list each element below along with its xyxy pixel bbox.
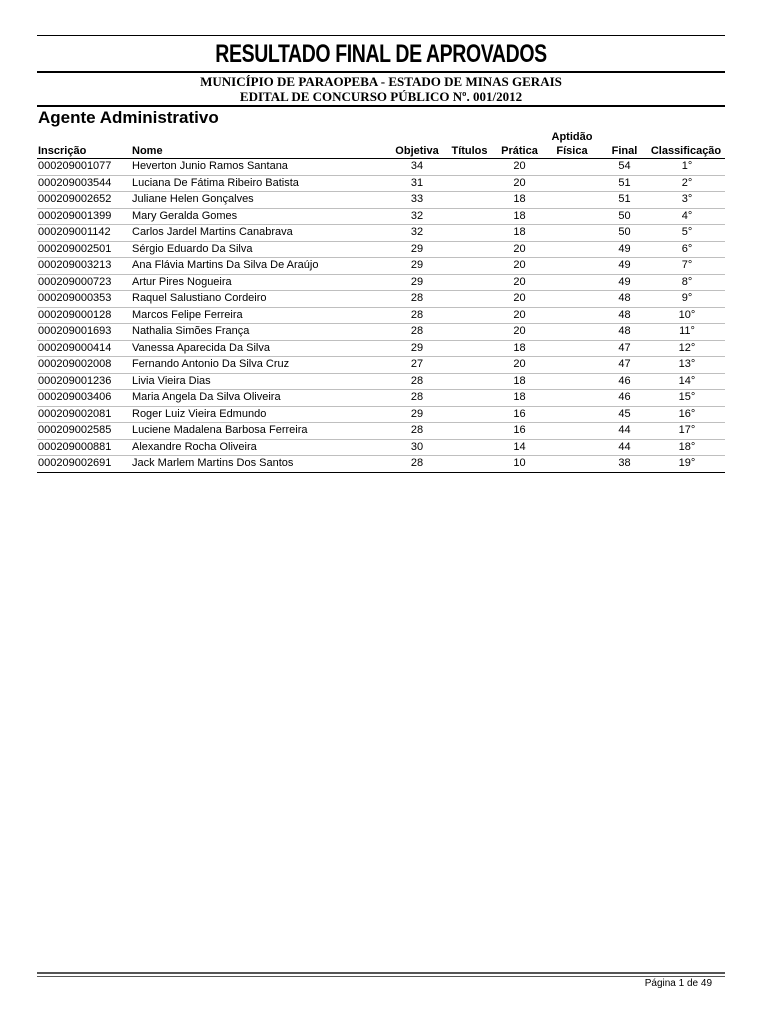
cell-classificacao: 18° [678, 440, 696, 453]
table-row [37, 159, 725, 176]
cell-pratica: 18 [513, 193, 526, 205]
cell-final: 47 [618, 358, 631, 370]
cell-classificacao: 15° [678, 391, 696, 403]
cell-nome: Nathalia Simões França [132, 325, 250, 337]
table-row [37, 456, 725, 473]
subtitle-rule [37, 105, 725, 107]
section-title: Agente Administrativo [38, 108, 219, 127]
cell-objetiva: 28 [410, 292, 424, 304]
cell-nome: Fernando Antonio Da Silva Cruz [132, 358, 290, 370]
cell-nome: Mary Geralda Gomes [132, 209, 238, 222]
cell-classificacao: 13° [678, 358, 696, 370]
cell-pratica: 18 [513, 341, 526, 354]
cell-pratica: 10 [513, 457, 526, 469]
cell-objetiva: 28 [410, 391, 424, 403]
table-row [37, 225, 725, 242]
cell-nome: Marcos Felipe Ferreira [132, 308, 243, 321]
table-row [37, 275, 725, 292]
header-pratica: Prática [501, 145, 538, 157]
cell-objetiva: 28 [410, 325, 424, 337]
cell-nome: Carlos Jardel Martins Canabrava [132, 226, 293, 238]
header-aptidao-line1: Aptidão [551, 131, 593, 143]
subtitle-edital: EDITAL DE CONCURSO PÚBLICO Nº. 001/2012 [239, 89, 523, 104]
cell-nome: Jack Marlem Martins Dos Santos [132, 457, 294, 469]
cell-pratica: 18 [513, 209, 526, 222]
cell-classificacao: 17° [678, 424, 696, 436]
cell-final: 49 [618, 259, 631, 271]
header-objetiva: Objetiva [395, 145, 439, 157]
cell-final: 54 [618, 160, 631, 172]
cell-pratica: 18 [513, 374, 526, 387]
cell-final: 49 [618, 242, 631, 255]
cell-classificacao: 1° [681, 160, 693, 172]
cell-final: 50 [618, 226, 631, 238]
cell-objetiva: 28 [410, 374, 424, 387]
cell-pratica: 20 [513, 160, 526, 172]
cell-inscricao: 000209003406 [38, 391, 112, 403]
cell-objetiva: 27 [410, 358, 424, 370]
table-row [37, 407, 725, 424]
header-titulos: Títulos [451, 145, 488, 157]
cell-classificacao: 5° [681, 226, 693, 238]
cell-objetiva: 32 [410, 209, 424, 222]
cell-nome: Livia Vieira Dias [132, 374, 211, 387]
cell-pratica: 20 [513, 275, 526, 288]
cell-classificacao: 9° [681, 292, 693, 304]
table-row [37, 258, 725, 275]
cell-inscricao: 000209001236 [38, 374, 112, 387]
cell-pratica: 20 [513, 259, 526, 271]
cell-nome: Maria Angela Da Silva Oliveira [132, 391, 281, 403]
cell-inscricao: 000209002585 [38, 424, 112, 436]
cell-inscricao: 000209000414 [38, 341, 112, 354]
cell-final: 45 [618, 407, 631, 420]
table-row [37, 176, 725, 193]
cell-inscricao: 000209002691 [38, 457, 112, 469]
cell-inscricao: 000209002081 [38, 407, 112, 420]
cell-objetiva: 28 [410, 424, 424, 436]
cell-classificacao: 14° [678, 374, 696, 387]
cell-objetiva: 34 [410, 160, 424, 172]
cell-objetiva: 28 [410, 308, 424, 321]
cell-objetiva: 29 [410, 341, 424, 354]
cell-final: 51 [618, 193, 631, 205]
cell-inscricao: 000209002652 [38, 193, 112, 205]
cell-nome: Juliane Helen Gonçalves [132, 193, 254, 205]
top-rule [37, 35, 725, 36]
table-row [37, 374, 725, 391]
cell-objetiva: 29 [410, 407, 424, 420]
cell-final: 49 [618, 275, 631, 288]
page-title: RESULTADO FINAL DE APROVADOS [215, 40, 547, 68]
results-table [37, 159, 725, 473]
cell-final: 38 [618, 457, 631, 469]
cell-objetiva: 28 [410, 457, 424, 469]
cell-final: 48 [618, 308, 631, 321]
cell-objetiva: 30 [410, 440, 424, 453]
table-row [37, 341, 725, 358]
cell-nome: Vanessa Aparecida Da Silva [132, 341, 270, 354]
cell-inscricao: 000209000353 [38, 292, 112, 304]
cell-classificacao: 4° [681, 209, 693, 222]
table-row [37, 324, 725, 341]
cell-nome: Ana Flávia Martins Da Silva De Araújo [132, 259, 319, 271]
cell-nome: Luciana De Fátima Ribeiro Batista [132, 176, 299, 189]
cell-objetiva: 32 [410, 226, 424, 238]
cell-classificacao: 2° [681, 176, 693, 189]
cell-nome: Luciene Madalena Barbosa Ferreira [132, 424, 308, 436]
cell-pratica: 20 [513, 325, 526, 337]
cell-objetiva: 29 [410, 242, 424, 255]
cell-nome: Alexandre Rocha Oliveira [132, 440, 257, 453]
cell-pratica: 18 [513, 226, 526, 238]
cell-nome: Heverton Junio Ramos Santana [132, 160, 288, 172]
cell-inscricao: 000209000723 [38, 275, 112, 288]
cell-nome: Raquel Salustiano Cordeiro [132, 292, 267, 304]
cell-final: 44 [618, 440, 631, 453]
cell-classificacao: 10° [678, 308, 696, 321]
cell-final: 48 [618, 292, 631, 304]
cell-final: 46 [618, 391, 631, 403]
cell-final: 44 [618, 424, 631, 436]
cell-inscricao: 000209003544 [38, 176, 112, 189]
table-row [37, 192, 725, 209]
cell-classificacao: 3° [681, 193, 693, 205]
cell-classificacao: 16° [678, 407, 696, 420]
cell-pratica: 16 [513, 424, 526, 436]
header-final: Final [611, 145, 638, 157]
title-rule [37, 71, 725, 73]
cell-objetiva: 31 [410, 176, 424, 189]
cell-inscricao: 000209001077 [38, 160, 112, 172]
cell-final: 50 [618, 209, 631, 222]
cell-inscricao: 000209000128 [38, 308, 112, 321]
table-row [37, 423, 725, 440]
cell-pratica: 20 [513, 358, 526, 370]
cell-final: 51 [618, 176, 631, 189]
cell-inscricao: 000209002008 [38, 358, 112, 370]
page-number: Página 1 de 49 [644, 978, 712, 989]
header-nome: Nome [132, 145, 163, 157]
table-row [37, 209, 725, 226]
cell-objetiva: 29 [410, 275, 424, 288]
cell-pratica: 16 [513, 407, 526, 420]
cell-nome: Artur Pires Nogueira [132, 275, 232, 288]
footer-rule-thin [37, 976, 725, 977]
cell-classificacao: 8° [681, 275, 693, 288]
subtitle-municipality: MUNICÍPIO DE PARAOPEBA - ESTADO DE MINAS GERAIS [200, 74, 562, 89]
table-row [37, 440, 725, 457]
cell-pratica: 18 [513, 391, 526, 403]
cell-final: 47 [618, 341, 631, 354]
table-row [37, 357, 725, 374]
cell-pratica: 20 [513, 292, 526, 304]
cell-objetiva: 29 [410, 259, 424, 271]
cell-inscricao: 000209001399 [38, 209, 112, 222]
cell-final: 46 [618, 374, 631, 387]
cell-final: 48 [618, 325, 631, 337]
cell-inscricao: 000209001693 [38, 325, 112, 337]
footer-rule [37, 972, 725, 974]
cell-pratica: 20 [513, 176, 526, 189]
table-row [37, 242, 725, 259]
cell-inscricao: 000209000881 [38, 440, 112, 453]
header-aptidao-line2: Física [556, 145, 588, 157]
header-inscricao: Inscrição [38, 145, 87, 157]
cell-nome: Roger Luiz Vieira Edmundo [132, 407, 267, 420]
cell-inscricao: 000209003213 [38, 259, 112, 271]
cell-pratica: 14 [513, 440, 526, 453]
cell-classificacao: 6° [681, 242, 693, 255]
table-row [37, 308, 725, 325]
cell-classificacao: 19° [678, 457, 696, 469]
cell-inscricao: 000209001142 [38, 226, 111, 238]
cell-objetiva: 33 [410, 193, 424, 205]
cell-inscricao: 000209002501 [38, 242, 112, 255]
cell-nome: Sérgio Eduardo Da Silva [132, 242, 253, 255]
cell-classificacao: 12° [678, 341, 696, 354]
table-row [37, 390, 725, 407]
cell-pratica: 20 [513, 242, 526, 255]
cell-pratica: 20 [513, 308, 526, 321]
table-row [37, 291, 725, 308]
header-classificacao: Classificação [650, 145, 722, 157]
cell-classificacao: 11° [679, 325, 695, 337]
cell-classificacao: 7° [681, 259, 693, 271]
